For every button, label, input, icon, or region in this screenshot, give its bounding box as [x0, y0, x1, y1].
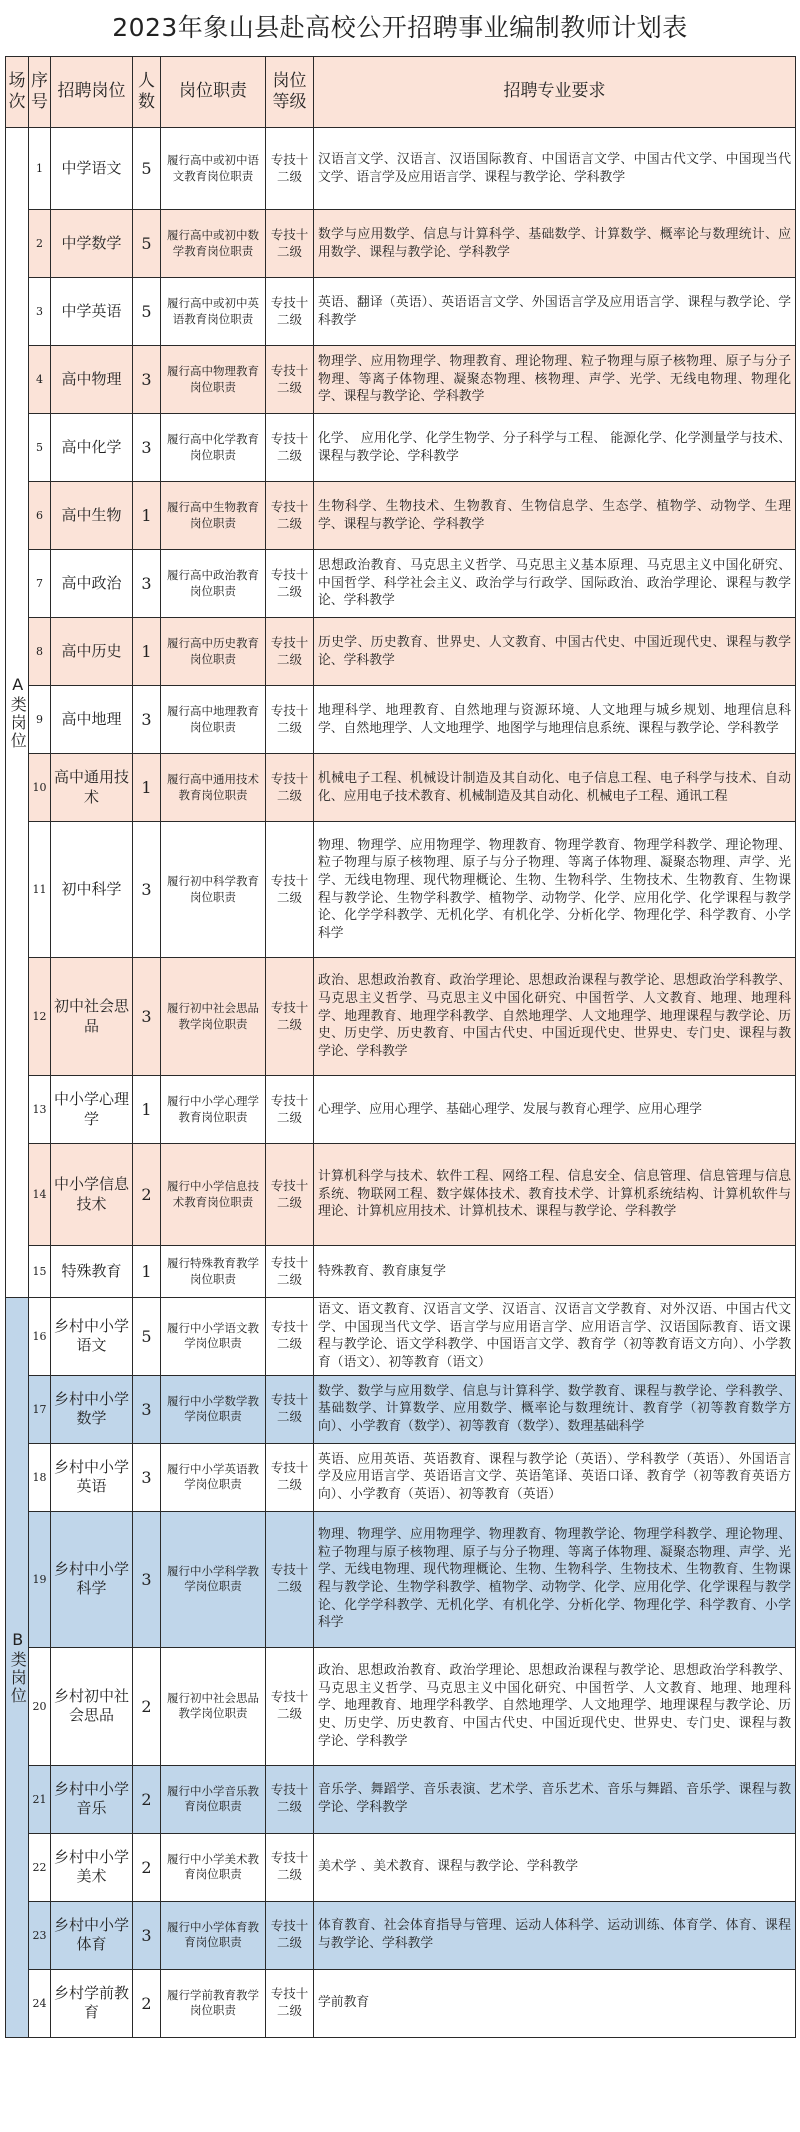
duty-cell: 履行高中通用技术教育岗位职责	[161, 754, 266, 822]
duty-cell: 履行初中社会思品教学岗位职责	[161, 1647, 266, 1765]
seq-cell: 12	[29, 958, 51, 1076]
duty-cell: 履行高中政治教育岗位职责	[161, 550, 266, 618]
position-cell: 乡村中小学语文	[51, 1298, 133, 1376]
position-cell: 中小学心理学	[51, 1076, 133, 1144]
count-cell: 2	[133, 1765, 161, 1833]
requirements-cell: 音乐学、舞蹈学、音乐表演、艺术学、音乐艺术、音乐与舞蹈、音乐学、课程与教学论、学科教学	[314, 1765, 796, 1833]
requirements-cell: 机械电子工程、机械设计制造及其自动化、电子信息工程、电子科学与技术、自动化、应用电子技术教育、机械制造及其自动化、机械电子工程、通讯工程	[314, 754, 796, 822]
count-cell: 3	[133, 958, 161, 1076]
category-label: B类岗位	[6, 1298, 29, 2038]
level-cell: 专技十二级	[266, 1443, 314, 1511]
position-cell: 初中社会思品	[51, 958, 133, 1076]
level-cell: 专技十二级	[266, 1833, 314, 1901]
duty-cell: 履行中小学音乐教育岗位职责	[161, 1765, 266, 1833]
level-cell: 专技十二级	[266, 686, 314, 754]
duty-cell: 履行中小学信息技术教育岗位职责	[161, 1144, 266, 1246]
level-cell: 专技十二级	[266, 128, 314, 210]
table-row	[6, 128, 796, 210]
requirements-cell: 计算机科学与技术、软件工程、网络工程、信息安全、信息管理、信息管理与信息系统、物联网工程、数字媒体技术、教育技术学、计算机系统结构、计算机软件与理论、计算机应用技术、计算机技术、课程与教学论、学科教学	[314, 1144, 796, 1246]
level-cell: 专技十二级	[266, 1511, 314, 1647]
requirements-cell: 物理、物理学、应用物理学、物理教育、物理教学论、物理学科教学、理论物理、粒子物理与原子核物理、原子与分子物理、等离子体物理、凝聚态物理、声学、光学、无线电物理、现代物理概论、生物、生物科学、生物技术、生物教育、生物课程与教学论、生物学科教学、植物学、动物学、化学、应用化学、化学课程与教学论、化学学科教学、无机化学、有机化学、分析化学、物理化学、科学教育、小学科学	[314, 1511, 796, 1647]
position-cell: 高中政治	[51, 550, 133, 618]
table-row	[6, 550, 796, 618]
seq-cell: 7	[29, 550, 51, 618]
header-seq: 序号	[29, 57, 51, 128]
level-cell: 专技十二级	[266, 1246, 314, 1298]
seq-cell: 10	[29, 754, 51, 822]
table-row	[6, 1511, 796, 1647]
table-row	[6, 1246, 796, 1298]
requirements-cell: 思想政治教育、马克思主义哲学、马克思主义基本原理、马克思主义中国化研究、中国哲学、科学社会主义、政治学与行政学、国际政治、政治学理论、课程与教学论、学科教学	[314, 550, 796, 618]
duty-cell: 履行高中物理教育岗位职责	[161, 346, 266, 414]
requirements-cell: 物理学、应用物理学、物理教育、理论物理、粒子物理与原子核物理、原子与分子物理、等离子体物理、凝聚态物理、核物理、声学、光学、无线电物理、物理化学、课程与教学论、学科教学	[314, 346, 796, 414]
table-row	[6, 1298, 796, 1376]
position-cell: 乡村学前教育	[51, 1969, 133, 2037]
count-cell: 2	[133, 1969, 161, 2037]
duty-cell: 履行学前教育教学岗位职责	[161, 1969, 266, 2037]
level-cell: 专技十二级	[266, 618, 314, 686]
seq-cell: 17	[29, 1375, 51, 1443]
table-row	[6, 822, 796, 958]
table-row	[6, 1969, 796, 2037]
seq-cell: 8	[29, 618, 51, 686]
requirements-cell: 历史学、历史教育、世界史、人文教育、中国古代史、中国近现代史、课程与教学论、学科教学	[314, 618, 796, 686]
table-row	[6, 1076, 796, 1144]
level-cell: 专技十二级	[266, 1765, 314, 1833]
count-cell: 5	[133, 278, 161, 346]
level-cell: 专技十二级	[266, 1144, 314, 1246]
position-cell: 中学语文	[51, 128, 133, 210]
count-cell: 3	[133, 1511, 161, 1647]
requirements-cell: 英语、翻译（英语）、英语语言文学、外国语言学及应用语言学、课程与教学论、学科教学	[314, 278, 796, 346]
header-position: 招聘岗位	[51, 57, 133, 128]
requirements-cell: 特殊教育、教育康复学	[314, 1246, 796, 1298]
count-cell: 2	[133, 1647, 161, 1765]
duty-cell: 履行初中社会思品教学岗位职责	[161, 958, 266, 1076]
position-cell: 特殊教育	[51, 1246, 133, 1298]
position-cell: 乡村初中社会思品	[51, 1647, 133, 1765]
seq-cell: 3	[29, 278, 51, 346]
level-cell: 专技十二级	[266, 1076, 314, 1144]
seq-cell: 21	[29, 1765, 51, 1833]
seq-cell: 9	[29, 686, 51, 754]
header-duty: 岗位职责	[161, 57, 266, 128]
table-row	[6, 1443, 796, 1511]
count-cell: 1	[133, 1246, 161, 1298]
count-cell: 3	[133, 1901, 161, 1969]
level-cell: 专技十二级	[266, 754, 314, 822]
duty-cell: 履行高中或初中英语教育岗位职责	[161, 278, 266, 346]
seq-cell: 5	[29, 414, 51, 482]
requirements-cell: 学前教育	[314, 1969, 796, 2037]
count-cell: 3	[133, 346, 161, 414]
table-row	[6, 346, 796, 414]
count-cell: 3	[133, 686, 161, 754]
position-cell: 中学英语	[51, 278, 133, 346]
seq-cell: 18	[29, 1443, 51, 1511]
table-row	[6, 414, 796, 482]
table-row	[6, 618, 796, 686]
duty-cell: 履行高中生物教育岗位职责	[161, 482, 266, 550]
table-row	[6, 210, 796, 278]
position-cell: 中学数学	[51, 210, 133, 278]
level-cell: 专技十二级	[266, 1901, 314, 1969]
level-cell: 专技十二级	[266, 958, 314, 1076]
requirements-cell: 体育教育、社会体育指导与管理、运动人体科学、运动训练、体育学、体育、课程与教学论、学科教学	[314, 1901, 796, 1969]
position-cell: 高中通用技术	[51, 754, 133, 822]
page-title: 2023年象山县赴高校公开招聘事业编制教师计划表	[112, 13, 688, 42]
position-cell: 高中历史	[51, 618, 133, 686]
position-cell: 初中科学	[51, 822, 133, 958]
seq-cell: 11	[29, 822, 51, 958]
level-cell: 专技十二级	[266, 414, 314, 482]
table-row	[6, 1833, 796, 1901]
level-cell: 专技十二级	[266, 1647, 314, 1765]
count-cell: 1	[133, 618, 161, 686]
level-cell: 专技十二级	[266, 1298, 314, 1376]
level-cell: 专技十二级	[266, 1375, 314, 1443]
count-cell: 5	[133, 210, 161, 278]
duty-cell: 履行高中或初中语文教育岗位职责	[161, 128, 266, 210]
duty-cell: 履行高中化学教育岗位职责	[161, 414, 266, 482]
header-row	[6, 57, 796, 128]
duty-cell: 履行特殊教育教学岗位职责	[161, 1246, 266, 1298]
position-cell: 乡村中小学体育	[51, 1901, 133, 1969]
requirements-cell: 数学、数学与应用数学、信息与计算科学、数学教育、课程与教学论、学科教学、基础数学、计算数学、应用数学、概率论与数理统计、教育学（初等教育数学方向）、小学教育（数学）、初等教育（数学）、数理基础科学	[314, 1375, 796, 1443]
duty-cell: 履行中小学心理学教育岗位职责	[161, 1076, 266, 1144]
requirements-cell: 英语、应用英语、英语教育、课程与教学论（英语）、学科教学（英语）、外国语言学及应用语言学、英语语言文学、英语笔译、英语口译、教育学（初等教育英语方向）、小学教育（英语）、初等教育（英语）	[314, 1443, 796, 1511]
requirements-cell: 物理、物理学、应用物理学、物理教育、物理学教育、物理学科教学、理论物理、粒子物理与原子核物理、原子与分子物理、等离子体物理、凝聚态物理、声学、光学、无线电物理、现代物理概论、生物、生物科学、生物技术、生物教育、生物课程与教学论、生物学科教学、植物学、动物学、化学、应用化学、化学课程与教学论、化学学科教学、无机化学、有机化学、分析化学、物理化学、科学教育、小学科学	[314, 822, 796, 958]
level-cell: 专技十二级	[266, 1969, 314, 2037]
count-cell: 3	[133, 550, 161, 618]
category-label: A类岗位	[6, 128, 29, 1298]
header-level: 岗位等级	[266, 57, 314, 128]
seq-cell: 24	[29, 1969, 51, 2037]
count-cell: 2	[133, 1144, 161, 1246]
table-row	[6, 686, 796, 754]
seq-cell: 20	[29, 1647, 51, 1765]
level-cell: 专技十二级	[266, 278, 314, 346]
seq-cell: 14	[29, 1144, 51, 1246]
table-row	[6, 754, 796, 822]
count-cell: 1	[133, 482, 161, 550]
seq-cell: 19	[29, 1511, 51, 1647]
table-row	[6, 1375, 796, 1443]
seq-cell: 23	[29, 1901, 51, 1969]
position-cell: 乡村中小学音乐	[51, 1765, 133, 1833]
seq-cell: 16	[29, 1298, 51, 1376]
count-cell: 1	[133, 754, 161, 822]
header-count: 人数	[133, 57, 161, 128]
position-cell: 中小学信息技术	[51, 1144, 133, 1246]
position-cell: 乡村中小学英语	[51, 1443, 133, 1511]
position-cell: 高中地理	[51, 686, 133, 754]
table-row	[6, 482, 796, 550]
table-row	[6, 1765, 796, 1833]
duty-cell: 履行高中地理教育岗位职责	[161, 686, 266, 754]
duty-cell: 履行中小学美术教育岗位职责	[161, 1833, 266, 1901]
duty-cell: 履行中小学科学教学岗位职责	[161, 1511, 266, 1647]
requirements-cell: 地理科学、地理教育、自然地理与资源环境、人文地理与城乡规划、地理信息科学、自然地理学、人文地理学、地图学与地理信息系统、课程与教学论、学科教学	[314, 686, 796, 754]
seq-cell: 15	[29, 1246, 51, 1298]
seq-cell: 13	[29, 1076, 51, 1144]
table-row	[6, 1144, 796, 1246]
count-cell: 5	[133, 128, 161, 210]
position-cell: 高中生物	[51, 482, 133, 550]
requirements-cell: 政治、思想政治教育、政治学理论、思想政治课程与教学论、思想政治学科教学、马克思主义哲学、马克思主义中国化研究、中国哲学、人文教育、地理、地理科学、地理教育、地理学科教学、自然地理学、人文地理学、地理课程与教学论、历史、历史学、历史教育、中国古代史、中国近现代史、世界史、专门史、课程与教学论、学科教学	[314, 958, 796, 1076]
requirements-cell: 心理学、应用心理学、基础心理学、发展与教育心理学、应用心理学	[314, 1076, 796, 1144]
count-cell: 3	[133, 1375, 161, 1443]
position-cell: 高中物理	[51, 346, 133, 414]
table-row	[6, 278, 796, 346]
count-cell: 3	[133, 1443, 161, 1511]
count-cell: 5	[133, 1298, 161, 1376]
seq-cell: 22	[29, 1833, 51, 1901]
requirements-cell: 汉语言文学、汉语言、汉语国际教育、中国语言文学、中国古代文学、中国现当代文学、语言学及应用语言学、课程与教学论、学科教学	[314, 128, 796, 210]
duty-cell: 履行初中科学教育岗位职责	[161, 822, 266, 958]
position-cell: 乡村中小学科学	[51, 1511, 133, 1647]
count-cell: 2	[133, 1833, 161, 1901]
duty-cell: 履行中小学英语教学岗位职责	[161, 1443, 266, 1511]
duty-cell: 履行高中或初中数学教育岗位职责	[161, 210, 266, 278]
requirements-cell: 生物科学、生物技术、生物教育、生物信息学、生态学、植物学、动物学、生理学、课程与教学论、学科教学	[314, 482, 796, 550]
recruitment-table	[5, 56, 796, 2038]
position-cell: 乡村中小学美术	[51, 1833, 133, 1901]
table-row	[6, 1901, 796, 1969]
requirements-cell: 美术学 、美术教育、课程与教学论、学科教学	[314, 1833, 796, 1901]
seq-cell: 4	[29, 346, 51, 414]
duty-cell: 履行高中历史教育岗位职责	[161, 618, 266, 686]
level-cell: 专技十二级	[266, 482, 314, 550]
requirements-cell: 语文、语文教育、汉语言文学、汉语言、汉语言文学教育、对外汉语、中国古代文学、中国现当代文学、语言学与应用语言学、应用语言学、汉语国际教育、语文课程与教学论、语文学科教学、中国语言文学、教育学（初等教育语文方向）、小学教育（语文）、初等教育（语文）	[314, 1298, 796, 1376]
level-cell: 专技十二级	[266, 210, 314, 278]
duty-cell: 履行中小学语文教学岗位职责	[161, 1298, 266, 1376]
requirements-cell: 政治、思想政治教育、政治学理论、思想政治课程与教学论、思想政治学科教学、马克思主义哲学、马克思主义中国化研究、中国哲学、人文教育、地理、地理科学、地理教育、地理学科教学、自然地理学、人文地理学、地理课程与教学论、历史、历史学、历史教育、中国古代史、中国近现代史、世界史、专门史、课程与教学论、学科教学	[314, 1647, 796, 1765]
seq-cell: 1	[29, 128, 51, 210]
requirements-cell: 数学与应用数学、信息与计算科学、基础数学、计算数学、概率论与数理统计、应用数学、课程与教学论、学科教学	[314, 210, 796, 278]
duty-cell: 履行中小学数学教学岗位职责	[161, 1375, 266, 1443]
level-cell: 专技十二级	[266, 346, 314, 414]
count-cell: 1	[133, 1076, 161, 1144]
level-cell: 专技十二级	[266, 822, 314, 958]
table-row	[6, 958, 796, 1076]
level-cell: 专技十二级	[266, 550, 314, 618]
count-cell: 3	[133, 822, 161, 958]
position-cell: 乡村中小学数学	[51, 1375, 133, 1443]
header-requirements: 招聘专业要求	[314, 57, 796, 128]
requirements-cell: 化学、 应用化学、化学生物学、分子科学与工程、 能源化学、化学测量学与技术、课程与教学论、学科教学	[314, 414, 796, 482]
position-cell: 高中化学	[51, 414, 133, 482]
header-category: 场次	[6, 57, 29, 128]
table-row	[6, 1647, 796, 1765]
count-cell: 3	[133, 414, 161, 482]
seq-cell: 2	[29, 210, 51, 278]
duty-cell: 履行中小学体育教育岗位职责	[161, 1901, 266, 1969]
seq-cell: 6	[29, 482, 51, 550]
